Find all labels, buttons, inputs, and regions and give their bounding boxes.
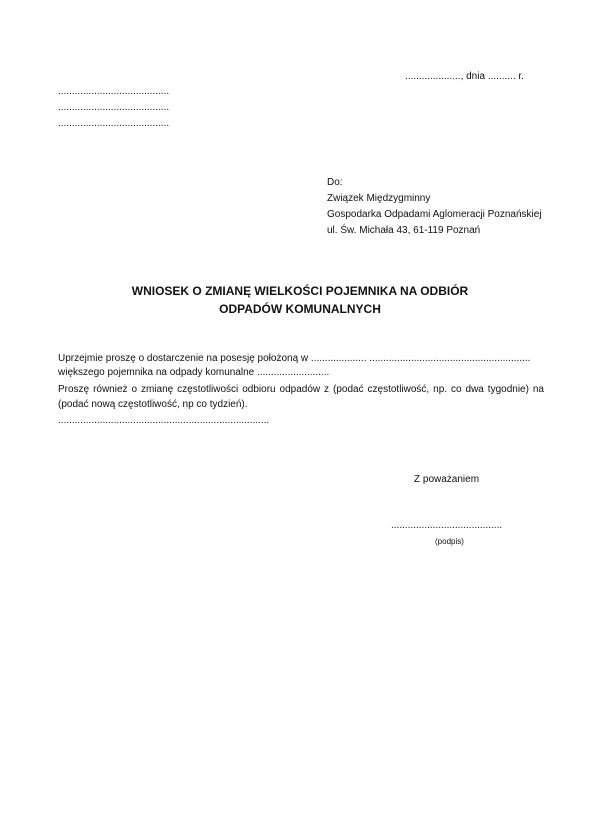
place-date: ...................., dnia .......... r. — [405, 71, 524, 82]
regards-text: Z poważaniem — [414, 474, 480, 485]
sender-line: ........................................ — [58, 118, 170, 129]
recipient-line: Gospodarka Odpadami Aglomeracji Poznańskiej — [327, 209, 542, 220]
title-line: WNIOSEK O ZMIANĘ WIELKOŚCI POJEMNIKA NA ODBIÓR — [131, 284, 469, 298]
signature-label: (podpis) — [435, 537, 464, 546]
recipient-label: Do: — [327, 177, 343, 188]
sender-line: ........................................ — [58, 86, 170, 97]
body-line: Uprzejmie proszę o dostarczenie na posesję położoną w .................... .......................................................... — [58, 353, 531, 364]
signature-line: ........................................ — [391, 520, 503, 531]
sender-line: ........................................ — [58, 102, 170, 113]
recipient-line: Związek Międzygminny — [327, 193, 431, 204]
body-line: ............................................................................ — [58, 415, 270, 426]
title-line: ODPADÓW KOMUNALNYCH — [219, 302, 381, 316]
body-line: (podać nową częstotliwość, np co tydzień). — [58, 399, 248, 410]
recipient-line: ul. Św. Michała 43, 61-119 Poznań — [327, 225, 481, 236]
body-line: Proszę również o zmianę częstotliwości odbioru odpadów z (podać częstotliwość, np. co dwa tygodnie) na — [58, 384, 544, 395]
body-line: większego pojemnika na odpady komunalne .......................... — [58, 367, 330, 378]
